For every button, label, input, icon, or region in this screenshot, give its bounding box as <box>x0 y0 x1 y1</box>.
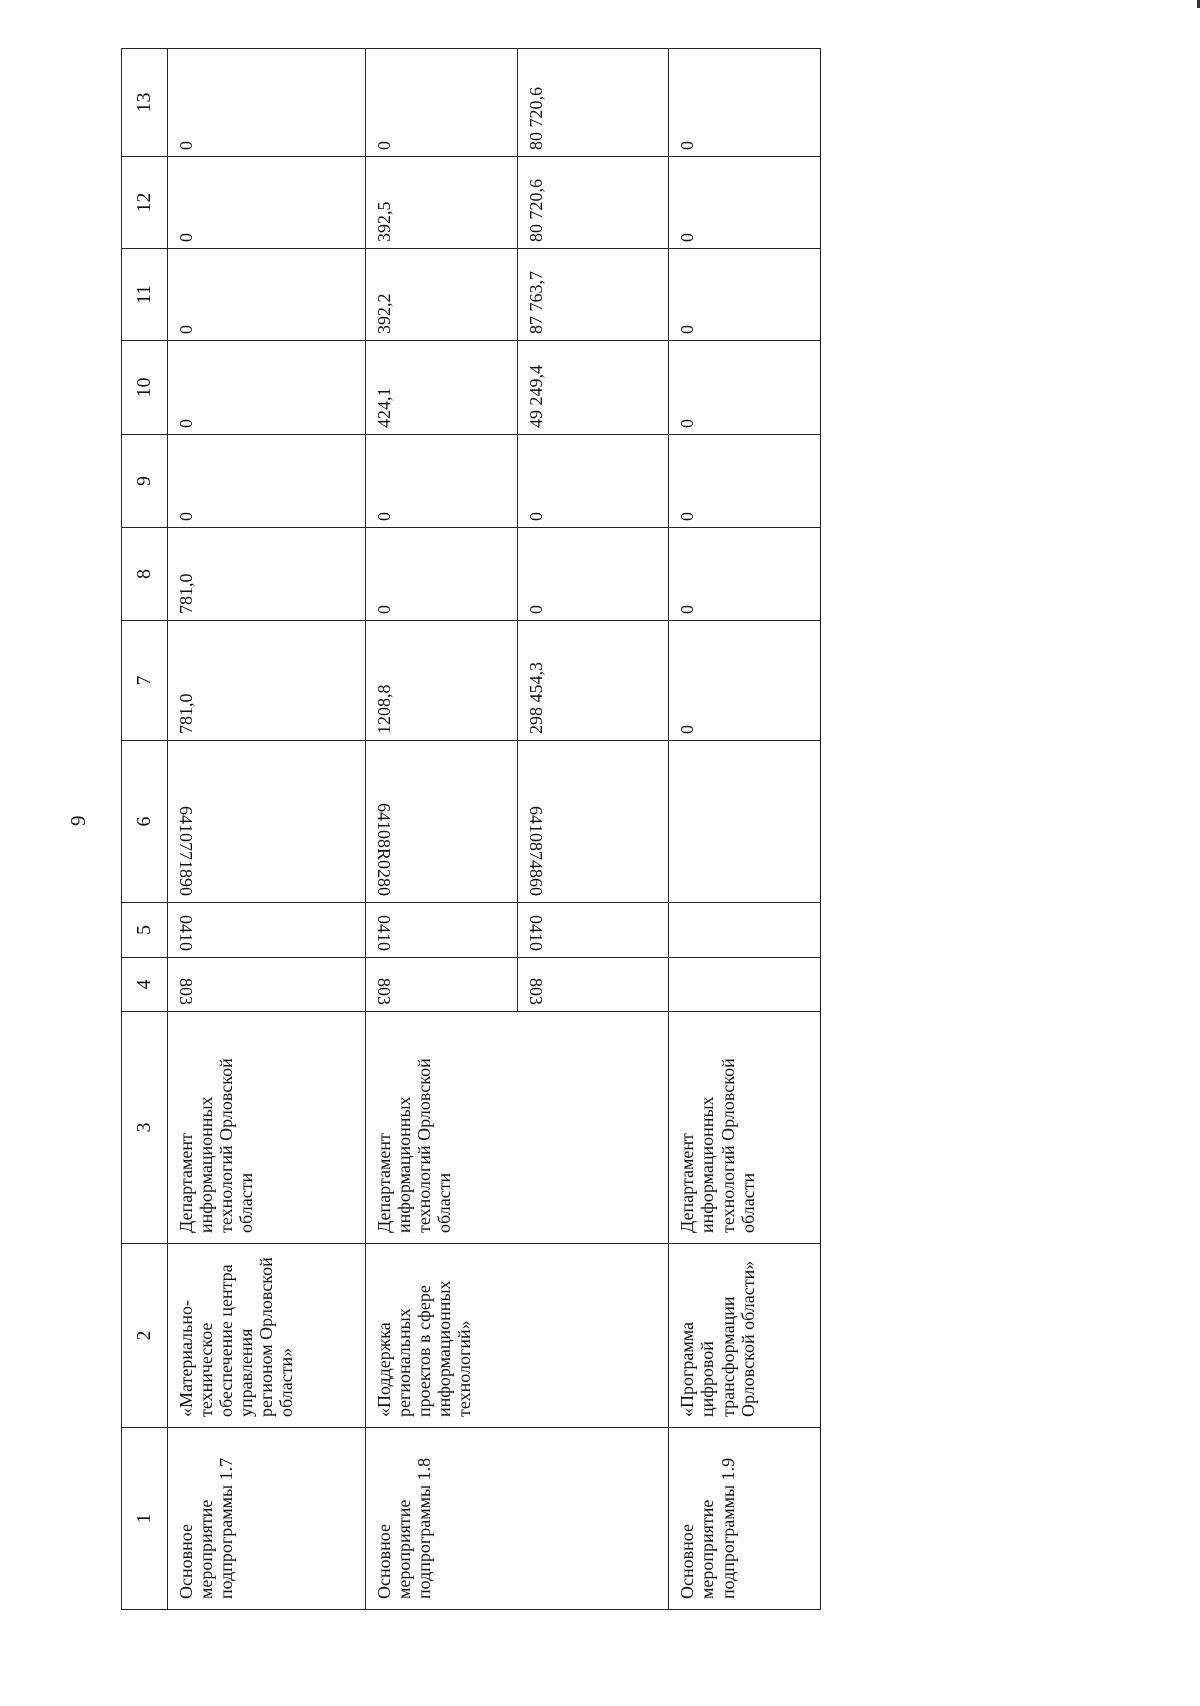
value-cell: 0 <box>669 49 821 157</box>
executor: Департамент информационных технологий Орловской области <box>669 1012 821 1244</box>
event-title: «Материально-техническое обеспечение центра управления регионом Орловской области» <box>167 1244 365 1428</box>
col-header-9: 9 <box>122 435 168 528</box>
code-cell <box>365 903 517 958</box>
event-name: Основное мероприятие подпрограммы 1.9 <box>669 1428 821 1610</box>
value-cell: 0 <box>167 157 365 249</box>
code-cell <box>669 958 821 1012</box>
value-cell: 0 <box>669 435 821 528</box>
table-row <box>365 49 517 1610</box>
page-number: 9 <box>66 815 90 826</box>
table-row <box>669 49 821 1610</box>
code-cell <box>669 903 821 958</box>
value-cell: 80 720,6 <box>517 49 669 157</box>
value-cell: 0 <box>365 435 517 528</box>
col-header-2: 2 <box>122 1244 168 1428</box>
code-value: 803 <box>525 978 546 1005</box>
value-cell: 1208,8 <box>365 621 517 741</box>
table-row <box>167 49 365 1610</box>
value-cell: 0 <box>167 341 365 435</box>
col-header-13: 13 <box>122 49 168 157</box>
executor: Департамент информационных технологий Орловской области <box>167 1012 365 1244</box>
code-cell <box>167 958 365 1012</box>
budget-table <box>121 48 821 1610</box>
value-cell: 0 <box>365 49 517 157</box>
code-value: 803 <box>175 978 196 1005</box>
value-cell: 0 <box>167 49 365 157</box>
code-cell <box>365 958 517 1012</box>
code-value: 803 <box>373 978 394 1005</box>
code-cell <box>669 741 821 903</box>
code-cell <box>365 741 517 903</box>
code-value: 6410874860 <box>525 806 546 896</box>
event-name: Основное мероприятие подпрограммы 1.7 <box>167 1428 365 1610</box>
event-title: «Поддержка региональных проектов в сфере информационных технологий» <box>365 1244 668 1428</box>
col-header-7: 7 <box>122 621 168 741</box>
value-cell: 392,2 <box>365 249 517 341</box>
code-value: 0410 <box>525 915 546 951</box>
value-cell: 298 454,3 <box>517 621 669 741</box>
value-cell: 0 <box>517 435 669 528</box>
executor: Департамент информационных технологий Орловской области <box>365 1012 668 1244</box>
value-cell: 80 720,6 <box>517 157 669 249</box>
value-cell: 0 <box>669 249 821 341</box>
value-cell: 49 249,4 <box>517 341 669 435</box>
code-value: 0410 <box>175 915 196 951</box>
rotated-table-container <box>121 49 821 1610</box>
value-cell: 0 <box>517 528 669 621</box>
header-row <box>122 49 168 1610</box>
code-cell <box>517 741 669 903</box>
col-header-4: 4 <box>122 958 168 1012</box>
event-title: «Программа цифровой трансформации Орловской области» <box>669 1244 821 1428</box>
col-header-8: 8 <box>122 528 168 621</box>
value-cell: 0 <box>167 249 365 341</box>
code-cell <box>517 958 669 1012</box>
value-cell: 392,5 <box>365 157 517 249</box>
code-value: 6410771890 <box>175 806 196 896</box>
col-header-6: 6 <box>122 741 168 903</box>
event-name: Основное мероприятие подпрограммы 1.8 <box>365 1428 668 1610</box>
col-header-12: 12 <box>122 157 168 249</box>
value-cell: 781,0 <box>167 621 365 741</box>
value-cell: 0 <box>669 157 821 249</box>
value-cell: 424,1 <box>365 341 517 435</box>
value-cell: 0 <box>365 528 517 621</box>
value-cell: 781,0 <box>167 528 365 621</box>
code-value: 64108R0280 <box>373 802 394 896</box>
col-header-1: 1 <box>122 1428 168 1610</box>
value-cell: 0 <box>669 621 821 741</box>
col-header-3: 3 <box>122 1012 168 1244</box>
value-cell: 87 763,7 <box>517 249 669 341</box>
col-header-5: 5 <box>122 903 168 958</box>
value-cell: 0 <box>669 528 821 621</box>
value-cell: 0 <box>669 341 821 435</box>
code-cell <box>517 903 669 958</box>
code-cell <box>167 741 365 903</box>
col-header-10: 10 <box>122 341 168 435</box>
col-header-11: 11 <box>122 249 168 341</box>
code-cell <box>167 903 365 958</box>
value-cell: 0 <box>167 435 365 528</box>
code-value: 0410 <box>373 915 394 951</box>
